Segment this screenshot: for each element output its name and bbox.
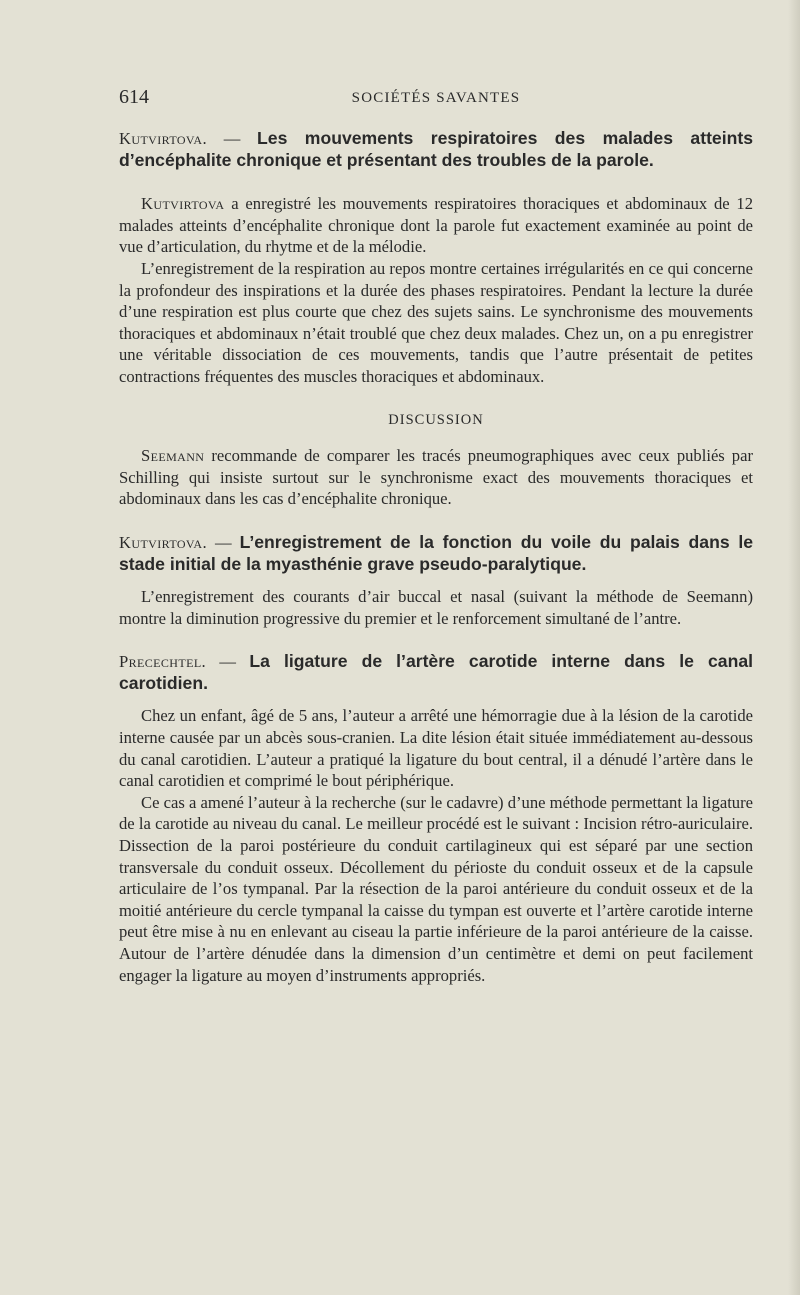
inline-author: Kutvirtova xyxy=(141,194,225,214)
article-heading xyxy=(119,651,753,694)
paragraph: Ce cas a amené l’auteur à la recherche (sur le cadavre) d’une méthode permettant la ligature de la carotide au niveau du canal. Le meilleur procédé est le suivant : Incision rétro-auriculaire. Dissection de la paroi postérieure du conduit cartilagineux qui est séparé par une section transversale du conduit osseux. Décollement du périoste du conduit osseux et de la capsule articulaire de l’os tympanal. Par la résection de la paroi antérieure du conduit osseux et de la moitié antérieure du cercle tympanal la caisse du tympan est ouverte et l’artère carotide interne peut être mise à nu en enlevant au ciseau la partie inférieure de la paroi antérieure de la caisse. Autour de l’artère dénudée dans la dimension d’un centimètre et demi on peut facilement engager la ligature au moyen d’instruments appropriés. xyxy=(119,792,753,985)
paragraph xyxy=(119,193,753,258)
article-title: L’enregistrement de la fonction du voile du palais dans le stade initial de la myasthénie grave pseudo-paralytique. xyxy=(119,531,753,574)
inline-author: Seemann xyxy=(141,446,205,466)
article-title: Les mouvements respiratoires des malades atteints d’encéphalite chronique et présentant des troubles de la parole. xyxy=(119,128,753,170)
page-body xyxy=(119,128,753,986)
article-title: La ligature de l’artère carotide interne dans le canal carotidien. xyxy=(119,651,753,693)
article-author: Kutvirtova. xyxy=(119,532,208,552)
paragraph: Chez un enfant, âgé de 5 ans, l’auteur a arrêté une hémorragie due à la lésion de la carotide interne causée par un abcès sous-cranien. La dite lésion était située immédiatement au-dessous du canal carotidien. L’auteur a pratiqué la ligature du bout central, il a dénudé l’artère dans le canal carotidien et comprimé le bout périphérique. xyxy=(119,706,753,791)
page-number: 614 xyxy=(119,86,149,108)
heading-dash: — xyxy=(206,652,250,672)
article-heading xyxy=(119,532,753,575)
paragraph xyxy=(119,445,753,510)
page-edge-shadow xyxy=(788,0,800,1295)
heading-dash: — xyxy=(207,129,258,148)
article-author: Precechtel. xyxy=(119,652,207,672)
article-heading xyxy=(119,128,753,171)
article-author: Kutvirtova. xyxy=(119,129,208,148)
heading-dash: — xyxy=(207,532,240,552)
running-head: SOCIÉTÉS SAVANTES xyxy=(351,90,521,106)
paragraph-text: a enregistré les mouvements respiratoires thoraciques et abdominaux de 12 malades atteints d’encéphalite chronique dont la parole fut exactement examinée au point de vue d’articulation, du rhytme et de la mélodie. xyxy=(119,194,753,257)
section-heading: DISCUSSION xyxy=(388,411,484,428)
paragraph: L’enregistrement des courants d’air buccal et nasal (suivant la méthode de Seemann) montre la diminution progressive du premier et le renforcement simultané de l’antre. xyxy=(119,587,753,628)
page-header xyxy=(119,86,753,110)
paragraph: L’enregistrement de la respiration au repos montre certaines irrégularités en ce qui concerne la profondeur des inspirations et la durée des phases respiratoires. Pendant la lecture la durée d’une respiration est plus courte que chez des sujets sains. Le synchronisme des mouvements thoraciques et abdominaux n’était troublé que chez deux malades. Chez un, on a pu enregistrer une véritable dissociation de ces mouvements, tandis que l’autre présentait de petites contractions fréquentes des muscles thoraciques et abdominaux. xyxy=(119,258,753,386)
paragraph-text: recommande de comparer les tracés pneumographiques avec ceux publiés par Schilling qui insiste surtout sur le synchronisme exact des mouvements thoraciques et abdominaux dans les cas d’encéphalite chronique. xyxy=(119,446,753,509)
